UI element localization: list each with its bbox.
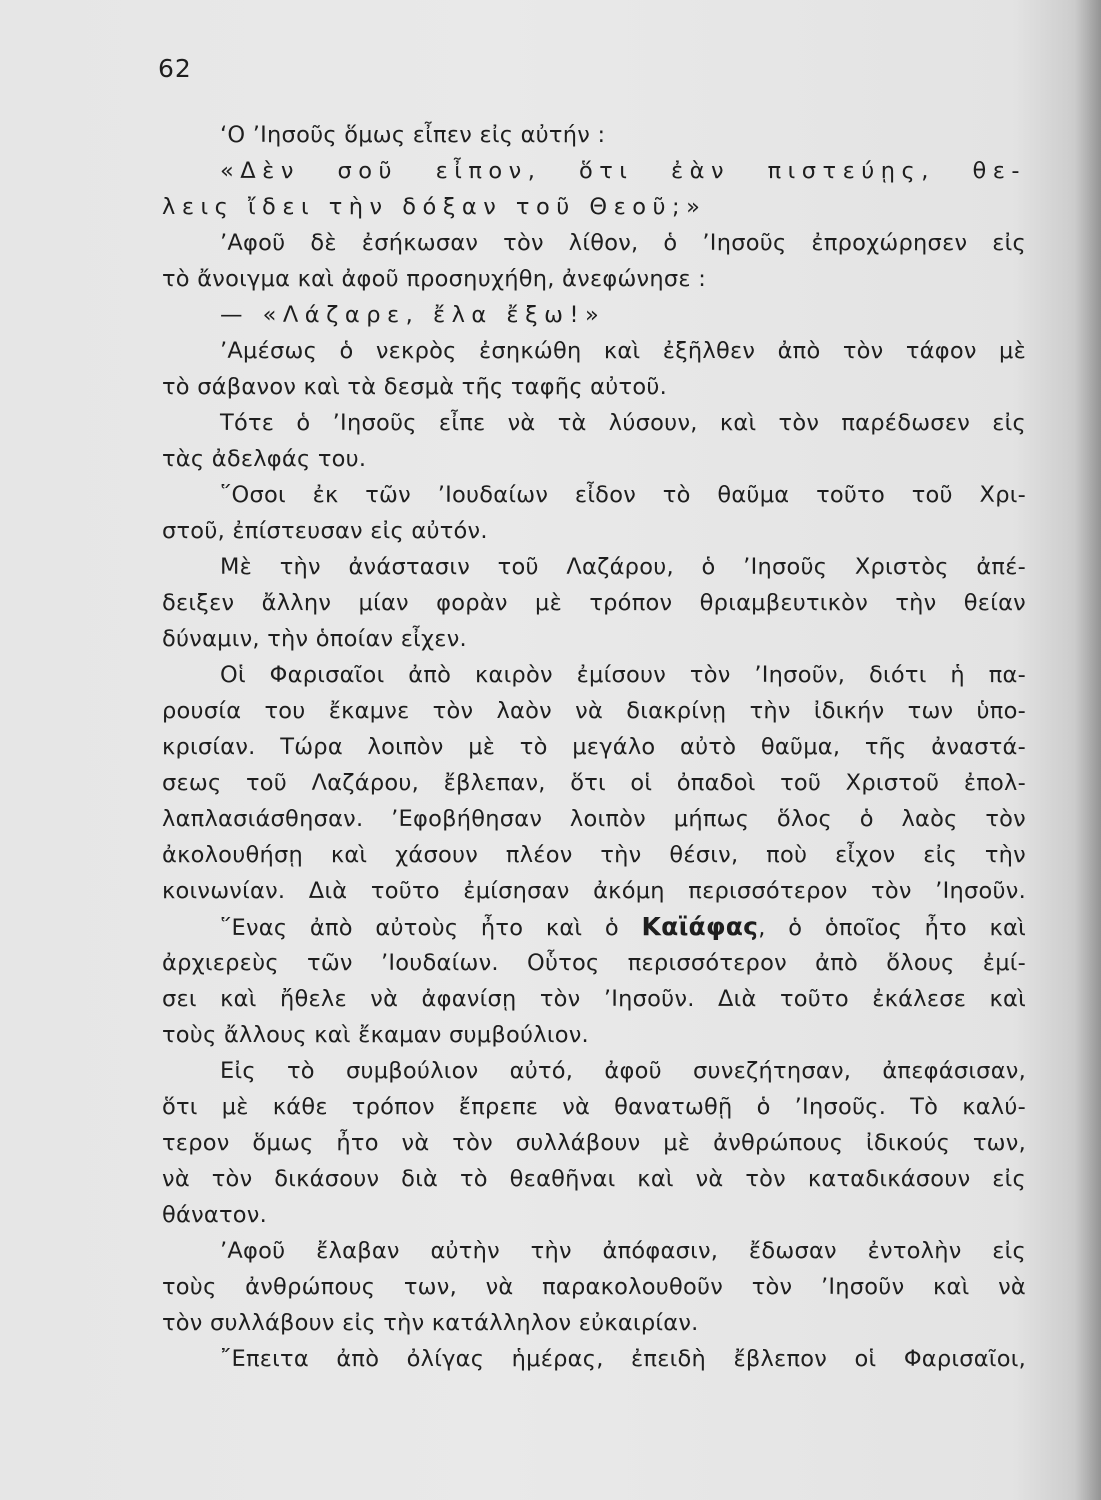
- text-line: τὸν συλλάβουν εἰς τὴν κατάλληλον εὐκαιρίαν.: [162, 1310, 699, 1336]
- text-line: κρισίαν. Τώρα λοιπὸν μὲ τὸ μεγάλο αὐτὸ θαῦμα, τῆς ἀναστά-: [162, 734, 1026, 760]
- text-line: δειξεν ἄλλην μίαν φορὰν μὲ τρόπον θριαμβευτικὸν τὴν θείαν: [162, 590, 1026, 616]
- text-line: λεις ἴδει τὴν δόξαν τοῦ Θεοῦ;»: [162, 194, 707, 220]
- text-line: — «Λάζαρε, ἔλα ἔξω!»: [220, 302, 606, 328]
- text-line: ’Αμέσως ὁ νεκρὸς ἐσηκώθη καὶ ἐξῆλθεν ἀπὸ τὸν τάφον μὲ: [220, 338, 1026, 364]
- text-line: λαπλασιάσθησαν. ’Εφοβήθησαν λοιπὸν μήπως ὅλος ὁ λαὸς τὸν: [162, 806, 1026, 832]
- text-line: ‘Ο ’Ιησοῦς ὅμως εἶπεν εἰς αὐτήν :: [220, 122, 606, 148]
- text-line: τὸ ἄνοιγμα καὶ ἀφοῦ προσηυχήθη, ἀνεφώνησε :: [162, 266, 707, 292]
- text-line: Μὲ τὴν ἀνάστασιν τοῦ Λαζάρου, ὁ ’Ιησοῦς Χριστὸς ἀπέ-: [220, 554, 1026, 580]
- text-segment: , ὁ ὁποῖος ἦτο καὶ: [758, 915, 1026, 941]
- text-line: ὅτι μὲ κάθε τρόπον ἔπρεπε νὰ θανατωθῇ ὁ ’Ιησοῦς. Τὸ καλύ-: [162, 1094, 1026, 1120]
- text-line: σει καὶ ἤθελε νὰ ἀφανίσῃ τὸν ’Ιησοῦν. Διὰ τοῦτο ἐκάλεσε καὶ: [162, 986, 1026, 1012]
- text-line: ἀκολουθήσῃ καὶ χάσουν πλέον τὴν θέσιν, ποὺ εἶχον εἰς τὴν: [162, 842, 1026, 868]
- text-line: τὸ σάβανον καὶ τὰ δεσμὰ τῆς ταφῆς αὐτοῦ.: [162, 374, 668, 400]
- text-line: ῞Οσοι ἐκ τῶν ’Ιουδαίων εἶδον τὸ θαῦμα τοῦτο τοῦ Χρι-: [220, 482, 1026, 508]
- page-edge-shadow: [1075, 0, 1101, 1500]
- text-line: τοὺς ἀνθρώπους των, νὰ παρακολουθοῦν τὸν ’Ιησοῦν καὶ νὰ: [162, 1274, 1026, 1300]
- text-line: Τότε ὁ ’Ιησοῦς εἶπε νὰ τὰ λύσουν, καὶ τὸν παρέδωσεν εἰς: [220, 410, 1026, 436]
- text-line: σεως τοῦ Λαζάρου, ἔβλεπαν, ὅτι οἱ ὀπαδοὶ τοῦ Χριστοῦ ἐπολ-: [162, 770, 1026, 796]
- text-line: ἀρχιερεὺς τῶν ’Ιουδαίων. Οὗτος περισσότερον ἀπὸ ὅλους ἐμί-: [162, 950, 1026, 976]
- text-line: τερον ὅμως ἦτο νὰ τὸν συλλάβουν μὲ ἀνθρώπους ἰδικούς των,: [162, 1130, 1026, 1156]
- text-line: τοὺς ἄλλους καὶ ἔκαμαν συμβούλιον.: [162, 1022, 589, 1048]
- text-line: Οἱ Φαρισαῖοι ἀπὸ καιρὸν ἐμίσουν τὸν ’Ιησοῦν, διότι ἡ πα-: [220, 662, 1026, 688]
- text-line: κοινωνίαν. Διὰ τοῦτο ἐμίσησαν ἀκόμη περισσότερον τὸν ’Ιησοῦν.: [162, 878, 1026, 904]
- text-line: ’Αφοῦ ἔλαβαν αὐτὴν τὴν ἀπόφασιν, ἔδωσαν ἐντολὴν εἰς: [220, 1238, 1026, 1264]
- text-line: τὰς ἀδελφάς του.: [162, 446, 367, 472]
- text-segment: ῞Ενας ἀπὸ αὐτοὺς ἦτο καὶ ὁ: [220, 915, 642, 941]
- text-line: [162, 909, 1026, 945]
- page-number: 62: [158, 54, 192, 83]
- text-line: «Δὲν σοῦ εἶπον, ὅτι ἐὰν πιστεύῃς, θε-: [220, 158, 1026, 184]
- bold-name: Καϊάφας: [641, 912, 759, 941]
- text-line: ῎Επειτα ἀπὸ ὀλίγας ἡμέρας, ἐπειδὴ ἔβλεπον οἱ Φαρισαῖοι,: [220, 1346, 1026, 1372]
- text-line: Εἰς τὸ συμβούλιον αὐτό, ἀφοῦ συνεζήτησαν, ἀπεφάσισαν,: [220, 1058, 1026, 1084]
- text-line: ρουσία του ἔκαμνε τὸν λαὸν νὰ διακρίνῃ τὴν ἰδικήν των ὑπο-: [162, 698, 1026, 724]
- text-line: δύναμιν, τὴν ὁποίαν εἶχεν.: [162, 626, 467, 652]
- body-text: [162, 117, 1026, 1377]
- text-line: στοῦ, ἐπίστευσαν εἰς αὐτόν.: [162, 518, 488, 544]
- text-line: νὰ τὸν δικάσουν διὰ τὸ θεαθῆναι καὶ νὰ τὸν καταδικάσουν εἰς: [162, 1166, 1026, 1192]
- text-line: θάνατον.: [162, 1202, 268, 1228]
- text-line: ’Αφοῦ δὲ ἐσήκωσαν τὸν λίθον, ὁ ’Ιησοῦς ἐπροχώρησεν εἰς: [220, 230, 1026, 256]
